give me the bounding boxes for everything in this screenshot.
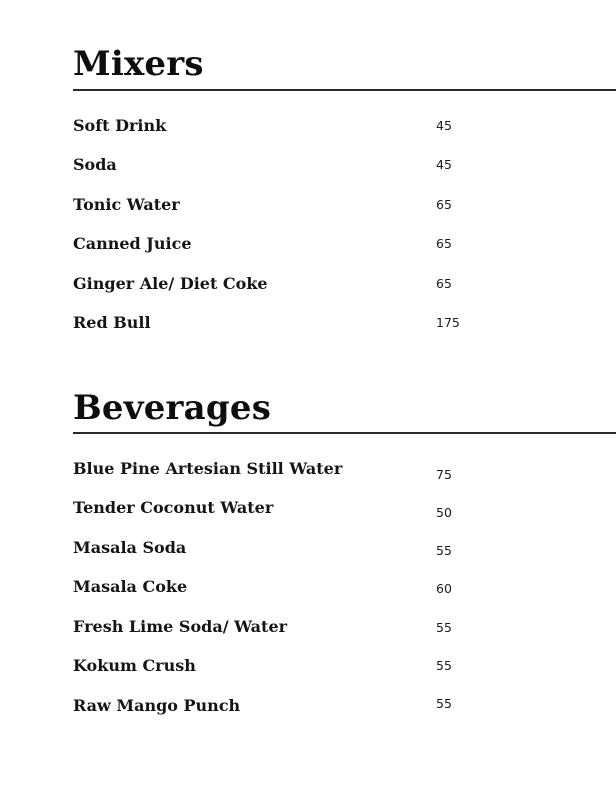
menu-item bbox=[0, 536, 616, 560]
item-price: 45 bbox=[436, 157, 452, 172]
item-name: Ginger Ale/ Diet Coke bbox=[73, 274, 268, 293]
menu-item bbox=[0, 153, 616, 177]
menu-item bbox=[0, 232, 616, 256]
item-price: 50 bbox=[436, 505, 452, 520]
beverages-title: Beverages bbox=[73, 388, 272, 428]
menu-item bbox=[0, 311, 616, 335]
item-name: Raw Mango Punch bbox=[73, 696, 241, 715]
item-price: 55 bbox=[436, 620, 452, 635]
menu-item bbox=[0, 193, 616, 217]
menu-item bbox=[0, 575, 616, 599]
item-name: Soft Drink bbox=[73, 116, 167, 135]
item-price: 65 bbox=[436, 197, 452, 212]
item-price: 75 bbox=[436, 467, 452, 482]
item-price: 55 bbox=[436, 543, 452, 558]
item-name: Masala Coke bbox=[73, 577, 188, 596]
menu-item bbox=[0, 457, 616, 481]
item-name: Masala Soda bbox=[73, 538, 187, 557]
beverages-divider bbox=[73, 432, 616, 434]
item-name: Blue Pine Artesian Still Water bbox=[73, 459, 343, 478]
mixers-divider bbox=[73, 89, 616, 91]
item-price: 65 bbox=[436, 236, 452, 251]
item-price: 175 bbox=[436, 315, 460, 330]
item-name: Red Bull bbox=[73, 313, 151, 332]
item-name: Tender Coconut Water bbox=[73, 498, 274, 517]
item-name: Fresh Lime Soda/ Water bbox=[73, 617, 288, 636]
item-price: 45 bbox=[436, 118, 452, 133]
menu-item bbox=[0, 496, 616, 520]
item-name: Canned Juice bbox=[73, 234, 192, 253]
item-price: 55 bbox=[436, 696, 452, 711]
menu-item bbox=[0, 694, 616, 718]
item-name: Tonic Water bbox=[73, 195, 180, 214]
item-name: Soda bbox=[73, 155, 117, 174]
menu-item bbox=[0, 114, 616, 138]
item-price: 65 bbox=[436, 276, 452, 291]
item-name: Kokum Crush bbox=[73, 656, 196, 675]
item-price: 60 bbox=[436, 581, 452, 596]
menu-item bbox=[0, 615, 616, 639]
item-price: 55 bbox=[436, 658, 452, 673]
menu-item bbox=[0, 272, 616, 296]
menu-item bbox=[0, 654, 616, 678]
mixers-title: Mixers bbox=[73, 44, 204, 84]
